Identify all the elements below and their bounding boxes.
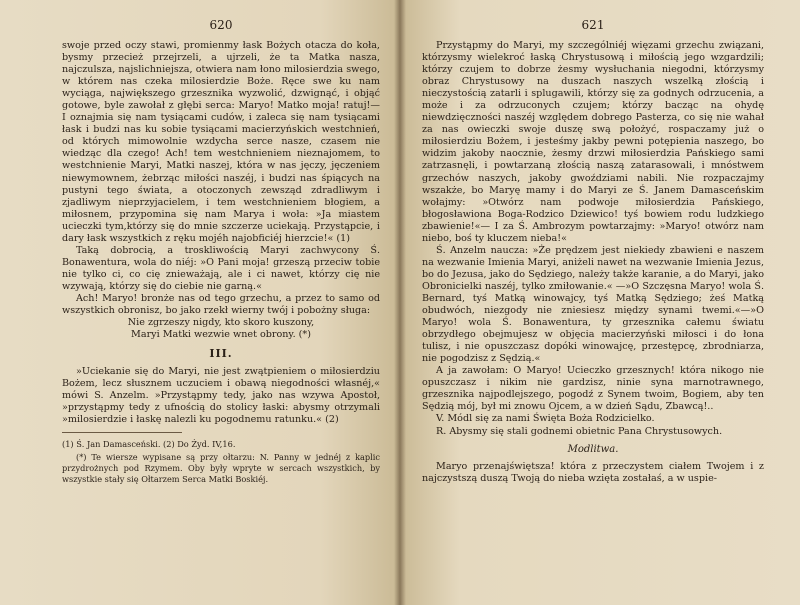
page-number-left: 620 bbox=[209, 18, 233, 32]
left-paragraph-1: swoje przed oczy stawi, promienmy łask Bożych otacza do koła, bysmy przecież przejrzeli, a ujrzeli, że ta Matka nasza, najczulsza, najslichniejsza, otwiera nam łono milosierdzia swego, w którem nas czeka milosierdzie Boże. Ręce swe ku nam wyciąga, największego grzesznika wyzwolić, dzwignąć, i objąć gotowe, byle zawołał z głębi serca: Maryo! Matko moja! ratuj!— I oznajmia się nam tysiącami cudów, i zaleca się nam tysiącami łask i budzi nas ku sobie tysiącami macierzyńskich westchnień, od których mimowolnie wzdycha serce nasze, czasem nie wiedząc dla czego! Ach! tem westchnieniem nieznajomem, to westchnienie Maryi, Matki naszej, która w nas jęczy, jęczeniem niewymownem, żebrząc miłości naszéj, i budzi nas śpiących na pustyni tego świata, a otoczonych zewsząd zdradliwym i zjadliwym nieprzyjacielem, i tem westchnieniem błogiem, a miłosnem, przypomina się nam Marya i woła: »Ja miastem ucieczki tym,którzy się do mnie szczerze uciekają. Przystąpcie, i dary łask wszystkich z ręku mojéh najobficiéj hierzcie!« (1) bbox=[62, 40, 380, 244]
response: R. Abysmy się stali godnemi obietnic Pana Chrystusowych. bbox=[436, 425, 723, 437]
left-paragraph-4: »Uciekanie się do Maryi, nie jest zwątpieniem o miłosierdziu Bożem, lecz słusznem uczuciem i obawą niegodności własnéj,« mówi S. Anzelm. »Przystąpmy tedy, jako nas wzywa Apostoł, »przystąpmy tedy z ufnością do stolicy łaski: abysmy otrzymali »milosierdzie i łaskę nalezli ku pogodnemu ratunku.« (2) bbox=[62, 366, 380, 426]
right-page bbox=[400, 0, 800, 605]
footnote-star: (*) Te wiersze wypisane są przy ołtarzu: N. Panny w jednéj z kaplic przydrożnych pod Rzymem. Oby były wpryte w sercach wszystkich, by wszystkie stały się Ołtarzem Serca Matki Boskiéj. bbox=[62, 452, 380, 485]
prayer-text: Maryo przenajświętsza! która z przeczystem ciałem Twojem i z najczystszą duszą Twoją do nieba wzięta zostałaś, a w uspie- bbox=[422, 460, 764, 484]
book-gutter bbox=[394, 0, 406, 605]
footnote-divider bbox=[62, 432, 182, 433]
page-number-right: 621 bbox=[581, 18, 605, 32]
right-paragraph-1: Przystąpmy do Maryi, my szczególniéj więzami grzechu związani, którzysmy wielekroć łaską Chrystusową i miłością jego wzgardzili; którzy czujem to dobrze żesmy wysłuchania niegodni, którzysmy obraz Chrystusowy na duszach naszych wszelką złością i nieczystością zatarli i splugawili, którzy się za godnych odrzucenia, a może i za odrzuconych czujem; którzy bacząc na ohydę niewdzięczności naszéj względem dobrego Pasterza, co się nie wahał za nas owieczki swoje duszę swą położyć, rospaczamy już o miłosierdziu Bożem, i jesteśmy jakby pewni potępienia naszego, bo widzim jakoby naocznie, żesmy drzwi miłosierdzia Pańskiego sami zatrzasnęli, i powtarzaną złością naszą zatarasowali, i mnóstwem grzechów naszych, jakoby gwoździami nabili. Nie rozpaczajmy wszakże, bo Maryę mamy i do Maryi ze Ś. Janem Damasceńskim wołajmy: »Otwórz nam podwoje miłosierdzia Pańskiego, błogosławiona Boga-Rodzico Dziewico! tyś bowiem rodu ludzkiego zbawienie!«— I za Ś. Ambrozym powtarzajmy: »Maryo! otwórz nam niebo, boś ty kluczem nieba!« bbox=[422, 40, 764, 244]
right-paragraph-3: A ja zawołam: O Maryo! Ucieczko grzesznych! która nikogo nie opuszczasz i nikim nie gardzisz, ninie syna marnotrawnego, grzesznika najpodlejszego, pogodź z Synem twoim, Bogiem, aby ten Sędzią mój, był mi znowu Ojcem, a w dzień Sądu, Zbawcą!.. bbox=[422, 365, 764, 413]
prayer-title: Modlitwa. bbox=[567, 443, 619, 455]
left-paragraph-3: Ach! Maryo! bronże nas od tego grzechu, a przez to samo od wszystkich obronisz, bo jako rzekł wierny twój i pobożny sługa: bbox=[62, 292, 380, 317]
verse-line-1: Nie zgrzeszy nigdy, kto skoro kuszony, bbox=[127, 317, 315, 329]
verse-line-2: Maryi Matki wezwie wnet obrony. (*) bbox=[131, 329, 311, 341]
section-ornament: III. bbox=[209, 347, 233, 361]
right-paragraph-2: Ś. Anzelm naucza: »Że prędzem jest niekiedy zbawieni e naszem na wezwanie Imienia Maryi, aniżeli nawet na wezwanie Imienia Jezus, bo do Jezusa, jako do Sędziego, należy także karanie, a do Maryi, jako Obronicielki naszéj, tylko zmiłowanie.« —»O Szczęsna Maryo! wola Ś. Bernard, tyś Matką winowajcy, tyś Matką Sędziego; żeś Matką obudwóch, niezgody nie zniesiesz między synami twemi.«—»O Maryo! wola Ś. Bonawentura, ty grzesznika całemu światu obrzydłego obejmujesz w objęcia macierzyński miłosci i do łona tulisz, i nie opuszczasz dopóki winowajcę, przestępcę, zbrodniarza, nie pogodzisz z Sędzią.« bbox=[422, 244, 764, 365]
versicle: V. Módl się za nami Święta Boża Rodzicielko. bbox=[436, 413, 655, 425]
left-paragraph-2: Taką dobrocią, a troskliwością Maryi zachwycony Ś. Bonawentura, wola do niéj: »O Pani moja! grzeszą przeciw tobie nie tylko ci, co cię znieważają, ale i ci nawet, którzy cię nie wzywają, którzy się do ciebie nie garną.« bbox=[62, 244, 380, 292]
footnote-references: (1) Ś. Jan Damasceński. (2) Do Żyd. IV,16. bbox=[62, 439, 236, 450]
